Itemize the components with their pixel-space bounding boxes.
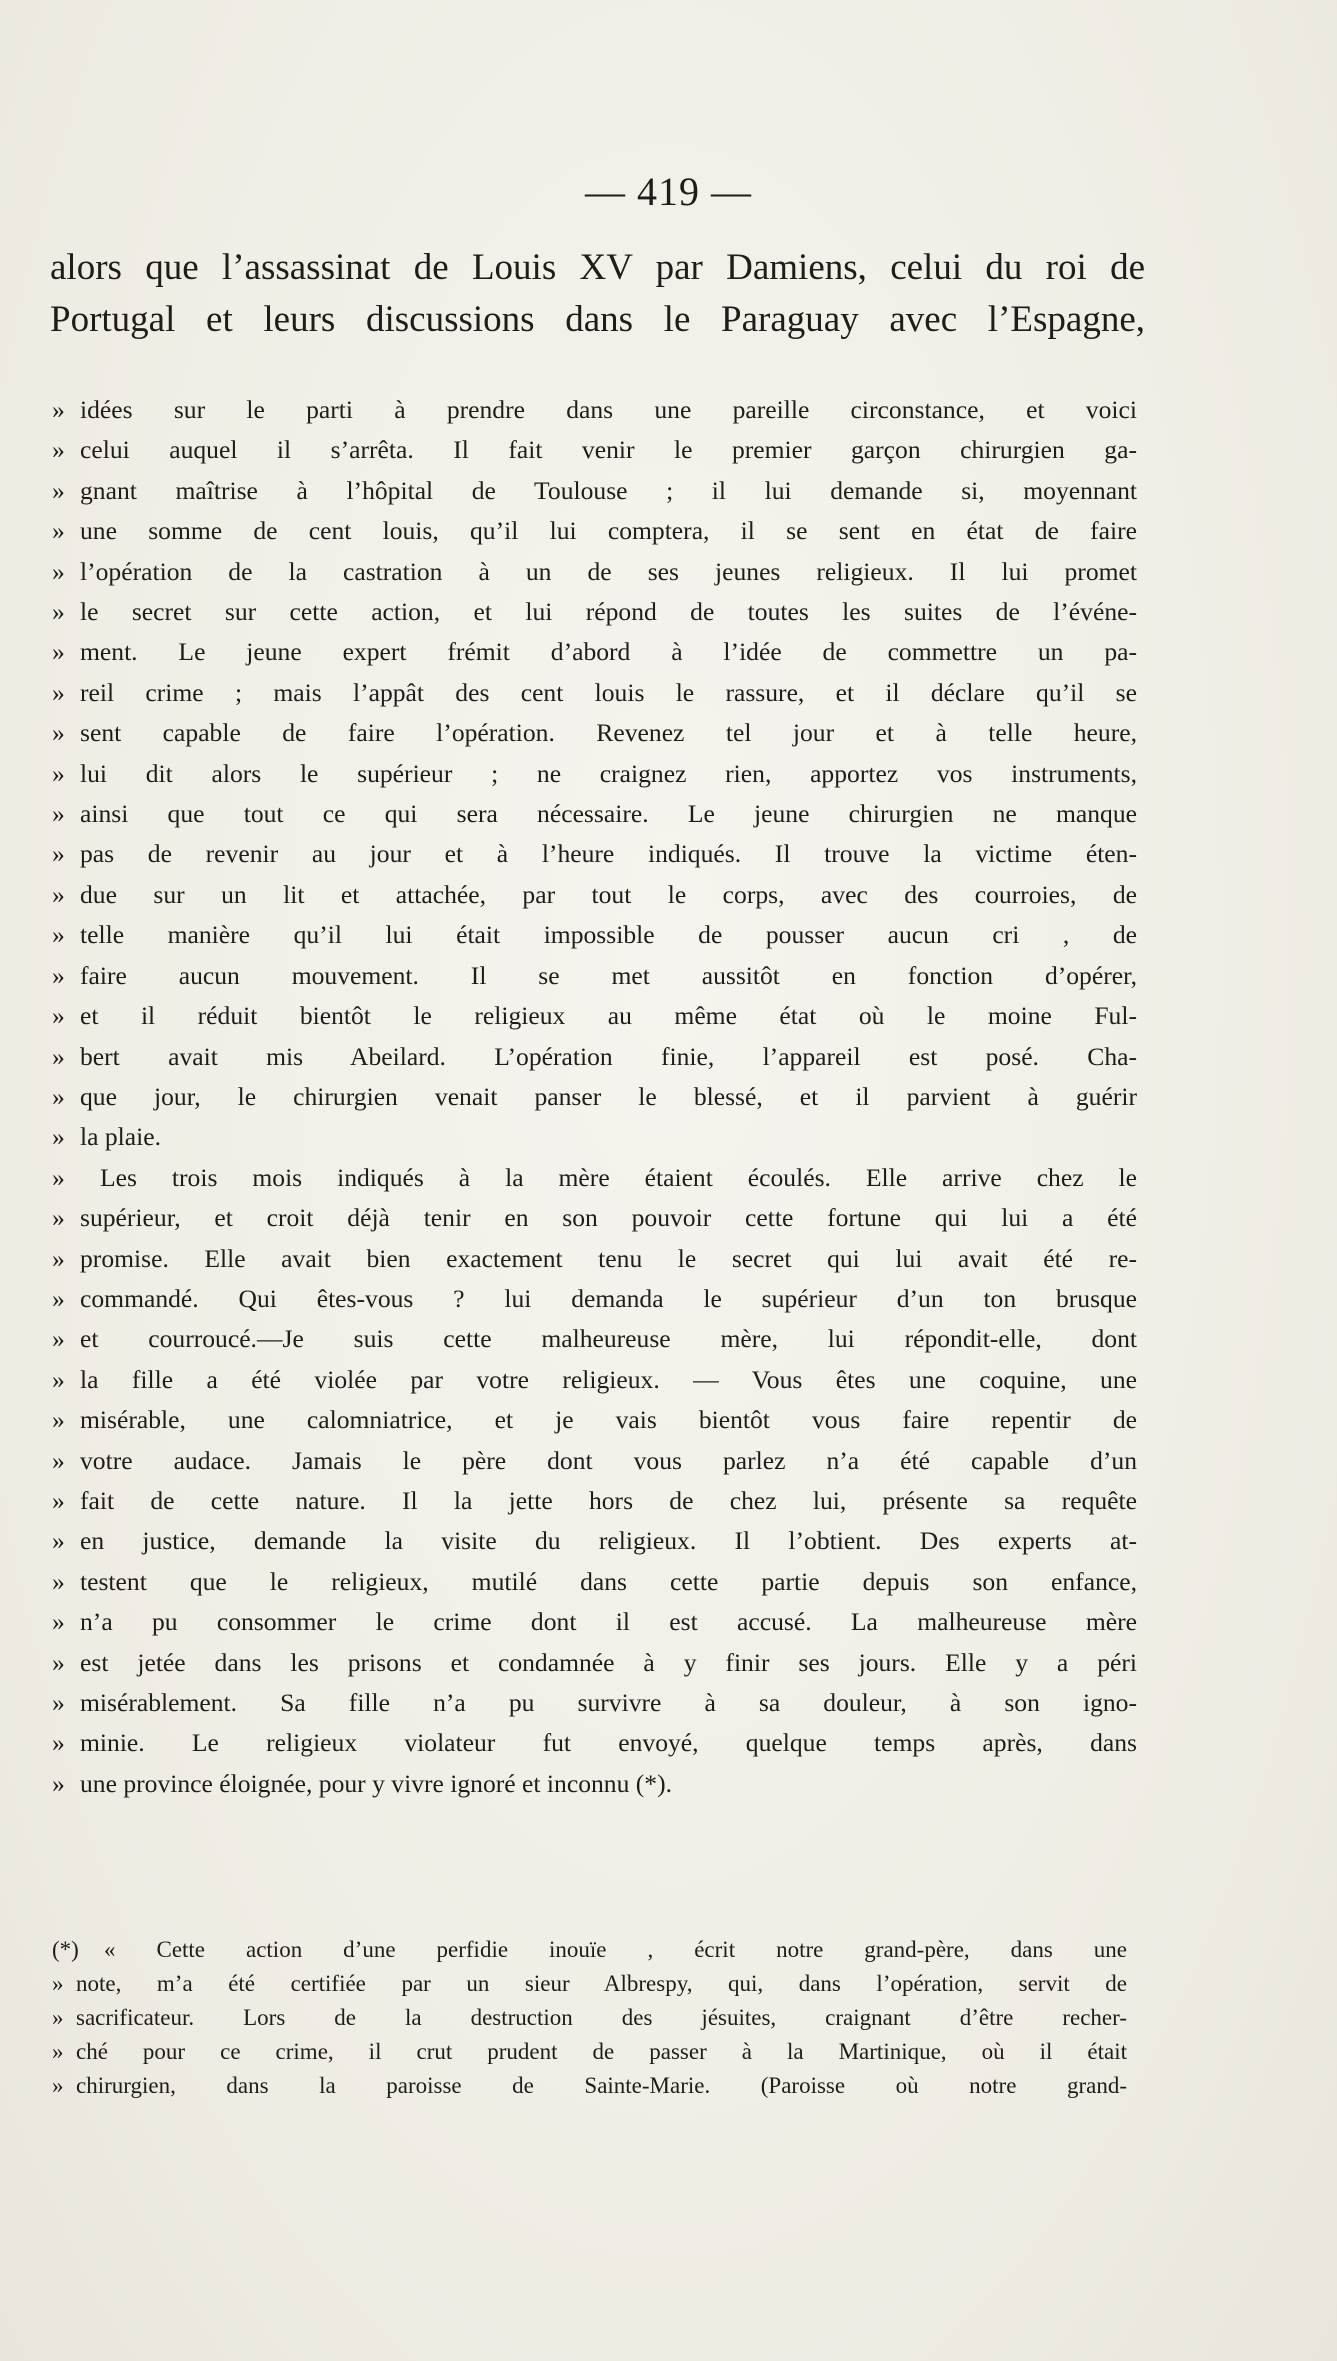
quote-mark: » (52, 1445, 65, 1475)
quote-line-text: commandé. Qui êtes-vous ? lui demanda le supérieur d’un ton brusque (80, 1283, 1137, 1313)
quote-line-text: ment. Le jeune expert frémit d’abord à l’idée de commettre un pa- (80, 637, 1137, 667)
footnote-line-text: chirurgien, dans la paroisse de Sainte-Marie. (Paroisse où notre grand- (76, 2073, 1127, 2098)
quote-line (52, 794, 1137, 834)
quote-line (52, 1723, 1137, 1763)
quote-mark: » (52, 435, 65, 465)
quote-mark: » (52, 1041, 65, 1071)
quote-mark: » (52, 1526, 65, 1556)
quote-mark: » (52, 1324, 65, 1354)
quote-mark: » (52, 1364, 65, 1394)
quote-line-text: supérieur, et croit déjà tenir en son pouvoir cette fortune qui lui a été (80, 1203, 1137, 1233)
quote-line (52, 1037, 1137, 1077)
quote-line (52, 1279, 1137, 1319)
quote-line-text: le secret sur cette action, et lui répond de toutes les suites de l’événe- (80, 597, 1137, 627)
quote-line-text: misérablement. Sa fille n’a pu survivre à sa douleur, à son igno- (80, 1688, 1137, 1717)
quote-mark: » (52, 475, 65, 505)
quote-mark: » (52, 920, 65, 950)
footnote-line-text: ché pour ce crime, il crut prudent de passer à la Martinique, où il était (76, 2039, 1127, 2064)
quote-mark: » (52, 637, 65, 667)
quote-line-text: gnant maîtrise à l’hôpital de Toulouse ; il lui demande si, moyennant (80, 475, 1137, 505)
quote-line (52, 1239, 1137, 1279)
quote-line (52, 511, 1137, 551)
quote-line (52, 1319, 1137, 1359)
footnote-line (52, 2035, 1127, 2069)
quote-line (52, 390, 1137, 430)
quote-line (52, 1683, 1137, 1723)
quote-mark: » (52, 597, 65, 627)
quote-line (52, 1441, 1137, 1481)
quote-line-text: Les trois mois indiqués à la mère étaient écoulés. Elle arrive chez le (100, 1162, 1137, 1192)
quote-line (52, 430, 1137, 470)
intro-paragraph (50, 242, 1145, 346)
quote-line (52, 1077, 1137, 1117)
quote-line-text: fait de cette nature. Il la jette hors de chez lui, présente sa requête (80, 1485, 1137, 1515)
quote-line-text: reil crime ; mais l’appât des cent louis le rassure, et il déclare qu’il se (80, 677, 1137, 707)
quote-line-text: idées sur le parti à prendre dans une pareille circonstance, et voici (80, 395, 1137, 424)
quote-line-text: sent capable de faire l’opération. Revenez tel jour et à telle heure, (80, 718, 1137, 748)
quote-mark: » (52, 1001, 65, 1031)
quote-mark: » (52, 1688, 65, 1717)
quote-line-text: la plaie. (80, 1122, 162, 1152)
quote-mark: » (52, 758, 65, 788)
quote-mark: » (52, 1971, 64, 1996)
quote-line (52, 632, 1137, 672)
quote-line (52, 552, 1137, 592)
quote-line (52, 1117, 1137, 1157)
quote-line-text: une province éloignée, pour y vivre ignoré et inconnu (*). (80, 1768, 673, 1798)
footnote-line (52, 2069, 1127, 2103)
quote-mark: » (52, 1122, 65, 1152)
quote-mark: » (52, 1283, 65, 1313)
quote-line (52, 471, 1137, 511)
quote-line (52, 834, 1137, 874)
quote-line-text: n’a pu consommer le crime dont il est accusé. La malheureuse mère (80, 1607, 1137, 1637)
quoted-passage (52, 390, 1137, 1804)
quote-line (52, 1764, 1137, 1804)
quote-line-text: celui auquel il s’arrêta. Il fait venir le premier garçon chirurgien ga- (80, 435, 1137, 465)
quote-line (52, 1643, 1137, 1683)
footnote-line (52, 1967, 1127, 2001)
quote-mark: » (52, 1607, 65, 1637)
quote-line-text: une somme de cent louis, qu’il lui comptera, il se sent en état de faire (80, 516, 1137, 546)
quote-mark: » (52, 1728, 65, 1758)
quote-line-text: et il réduit bientôt le religieux au même état où le moine Ful- (80, 1001, 1137, 1031)
footnote-marker: (*) (52, 1937, 79, 1962)
quote-mark: » (52, 556, 65, 586)
quote-mark: » (52, 2005, 64, 2030)
quote-line-text: l’opération de la castration à un de ses jeunes religieux. Il lui promet (80, 556, 1137, 586)
intro-line: Portugal et leurs discussions dans le Paraguay avec l’Espagne, (50, 299, 1145, 340)
quote-line-text: en justice, demande la visite du religieux. Il l’obtient. Des experts at- (80, 1526, 1137, 1556)
quote-line-text: votre audace. Jamais le père dont vous parlez n’a été capable d’un (80, 1445, 1137, 1475)
quote-line (52, 754, 1137, 794)
quote-mark: » (52, 516, 65, 546)
quote-line (52, 875, 1137, 915)
quote-mark: » (52, 1203, 65, 1233)
quote-line (52, 1158, 1137, 1198)
quote-mark: » (52, 839, 65, 869)
quote-line-text: et courroucé.—Je suis cette malheureuse mère, lui répondit-elle, dont (80, 1324, 1137, 1354)
quote-mark: » (52, 1566, 65, 1596)
quote-line-text: bert avait mis Abeilard. L’opération finie, l’appareil est posé. Cha- (80, 1041, 1137, 1071)
quote-mark: » (52, 1647, 65, 1677)
quote-line-text: ainsi que tout ce qui sera nécessaire. Le jeune chirurgien ne manque (80, 799, 1137, 829)
footnote (52, 1933, 1127, 2103)
quote-mark: » (52, 395, 65, 424)
quote-mark: » (52, 1485, 65, 1515)
quote-line (52, 956, 1137, 996)
page-number: — 419 — (585, 169, 752, 214)
quote-line (52, 1360, 1137, 1400)
quote-mark: » (52, 960, 65, 990)
quote-line-text: misérable, une calomniatrice, et je vais bientôt vous faire repentir de (80, 1405, 1137, 1435)
quote-mark: » (52, 677, 65, 707)
quote-line-text: faire aucun mouvement. Il se met aussitôt en fonction d’opérer, (80, 960, 1137, 990)
quote-line-text: due sur un lit et attachée, par tout le corps, avec des courroies, de (80, 879, 1137, 909)
quote-line (52, 915, 1137, 955)
quote-line (52, 673, 1137, 713)
quote-line (52, 1400, 1137, 1440)
quote-line-text: est jetée dans les prisons et condamnée à y finir ses jours. Elle y a péri (80, 1647, 1137, 1677)
footnote-line-text: sacrificateur. Lors de la destruction des jésuites, craignant d’être recher- (76, 2005, 1127, 2030)
quote-mark: » (52, 2073, 64, 2098)
quote-line (52, 996, 1137, 1036)
quote-line (52, 1198, 1137, 1238)
quote-line-text: telle manière qu’il lui était impossible de pousser aucun cri , de (80, 920, 1137, 950)
quote-mark: » (52, 1405, 65, 1435)
quote-line-text: que jour, le chirurgien venait panser le blessé, et il parvient à guérir (80, 1081, 1137, 1111)
quote-line (52, 713, 1137, 753)
footnote-line (52, 2001, 1127, 2035)
intro-line: alors que l’assassinat de Louis XV par Damiens, celui du roi de (50, 247, 1145, 288)
quote-mark: » (52, 1081, 65, 1111)
footnote-line (52, 1933, 1127, 1967)
quote-mark: » (52, 1243, 65, 1273)
footnote-line-text: note, m’a été certifiée par un sieur Albrespy, qui, dans l’opération, servit de (76, 1971, 1127, 1996)
quote-mark: » (52, 799, 65, 829)
quote-line-text: minie. Le religieux violateur fut envoyé, quelque temps après, dans (80, 1728, 1137, 1758)
quote-line (52, 1521, 1137, 1561)
quote-line-text: lui dit alors le supérieur ; ne craignez rien, apportez vos instruments, (80, 758, 1137, 788)
quote-line (52, 592, 1137, 632)
quote-line-text: la fille a été violée par votre religieux. — Vous êtes une coquine, une (80, 1364, 1137, 1394)
quote-line-text: pas de revenir au jour et à l’heure indiqués. Il trouve la victime éten- (80, 839, 1137, 869)
quote-line-text: promise. Elle avait bien exactement tenu le secret qui lui avait été re- (80, 1243, 1137, 1273)
quote-mark: » (52, 1162, 65, 1192)
quote-line (52, 1481, 1137, 1521)
quote-mark: » (52, 1768, 65, 1798)
footnote-line-text: « Cette action d’une perfidie inouïe , écrit notre grand-père, dans une (104, 1937, 1127, 1962)
quote-line (52, 1562, 1137, 1602)
quote-mark: » (52, 2039, 64, 2064)
quote-mark: » (52, 879, 65, 909)
quote-line-text: testent que le religieux, mutilé dans cette partie depuis son enfance, (80, 1566, 1137, 1596)
quote-line (52, 1602, 1137, 1642)
quote-mark: » (52, 718, 65, 748)
